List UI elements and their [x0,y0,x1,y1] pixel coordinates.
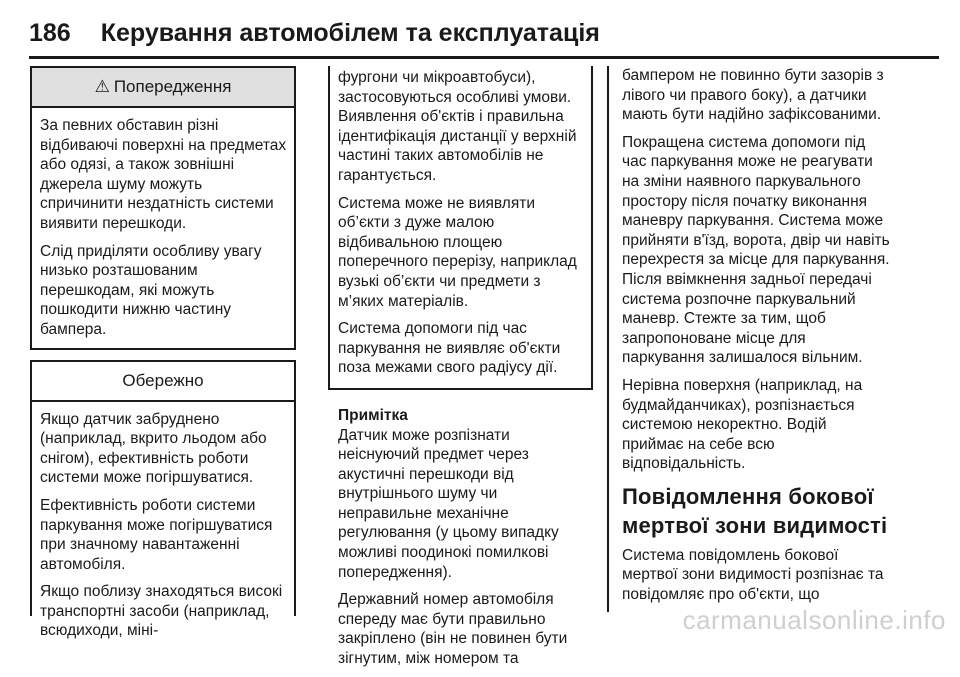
caution-title: Обережно [122,370,204,390]
caution-header [32,362,294,402]
note-block [328,406,593,669]
caution-paragraph: Ефективність роботи системи паркування може погіршуватися при значному навантаженні автомобіля. [40,496,273,573]
page-header [29,10,939,56]
body-paragraph: Покращена система допомоги під час паркування може не реагувати на зміни наявного паркувального простору після початку виконання маневру паркування. Система може прийняти в'їзд, ворота, двір чи навіть перехрестя за місце для паркування. Після ввімкнення задньої передачі система розпочне паркувальний маневр. Стежте за тим, щоб запропоноване місце для паркування залишалося вільним. [622,133,890,367]
caution-paragraph: Якщо датчик забруднено (наприклад, вкрито льодом або снігом), ефективність роботи системи може погіршуватися. [40,410,267,487]
chapter-title: Керування автомобілем та експлуатація [100,18,600,47]
body-paragraph: Нерівна поверхня (наприклад, на будмайданчиках), розпізнається системою некоректно. Водій приймає на себе всю відповідальність. [622,376,863,473]
note-title: Примітка [338,406,408,424]
page-number: 186 [29,18,71,47]
caution-continued-box [328,66,593,390]
column-divider [607,66,609,612]
watermark: carmanualsonline.info [682,605,946,635]
left-column [30,66,296,640]
caution-paragraph: Якщо поблизу знаходяться високі транспортні засоби (наприклад, всюдиходи, міні- [40,583,283,640]
warning-header [32,68,294,108]
warning-paragraph: За певних обставин різні відбиваючі поверхні на предметах або одязі, а також зовнішні джерела шуму можуть спричинити нездатність системи виявити перешкоди. [40,117,287,232]
caution-continued-paragraph: Система допомоги під час паркування не виявляє об'єкти поза межами свого радіусу дії. [338,320,561,377]
body-paragraph: бампером не повинно бути зазорів з лівого чи правого боку), а датчики мають бути надійно зафіксованими. [622,67,884,124]
note-paragraph: Датчик може розпізнати неіснуючий предмет через акустичні перешкоди від внутрішнього шуму чи неправильне механічне регулювання (у цьому випадку можливі поодинокі помилкові попередження). [338,426,559,581]
warning-title: Попередження [113,77,232,96]
middle-column [328,66,593,677]
caution-continued-paragraph: фургони чи мікроавтобуси), застосовуються особливі умови. Виявлення об'єктів і правильна ідентифікація дистанції у верхній частині таких автомобілів не гарантується. [338,69,577,184]
warning-box [30,66,296,350]
note-paragraph: Державний номер автомобіля спереду має бути правильно закріплено (він не повинен бути зігнутим, між номером та [338,591,568,668]
caution-continued-paragraph: Система може не виявляти об’єкти з дуже малою відбивальною площею поперечного перерізу, наприклад вузькі об’єкти чи предмети з м’яких матеріалів. [338,194,577,310]
caution-box [30,360,296,640]
warning-triangle-icon: ⚠ [94,77,110,96]
right-column [622,66,890,613]
section-heading: Повідомлення бокової мертвої зони видимості [622,483,888,538]
section-paragraph: Система повідомлень бокової мертвої зони видимості розпізнає та повідомляє про об'єкти, що [622,546,884,604]
warning-paragraph: Слід приділяти особливу увагу низько розташованим перешкодам, які можуть пошкодити нижню частину бампера. [40,242,262,338]
header-rule [29,56,939,59]
